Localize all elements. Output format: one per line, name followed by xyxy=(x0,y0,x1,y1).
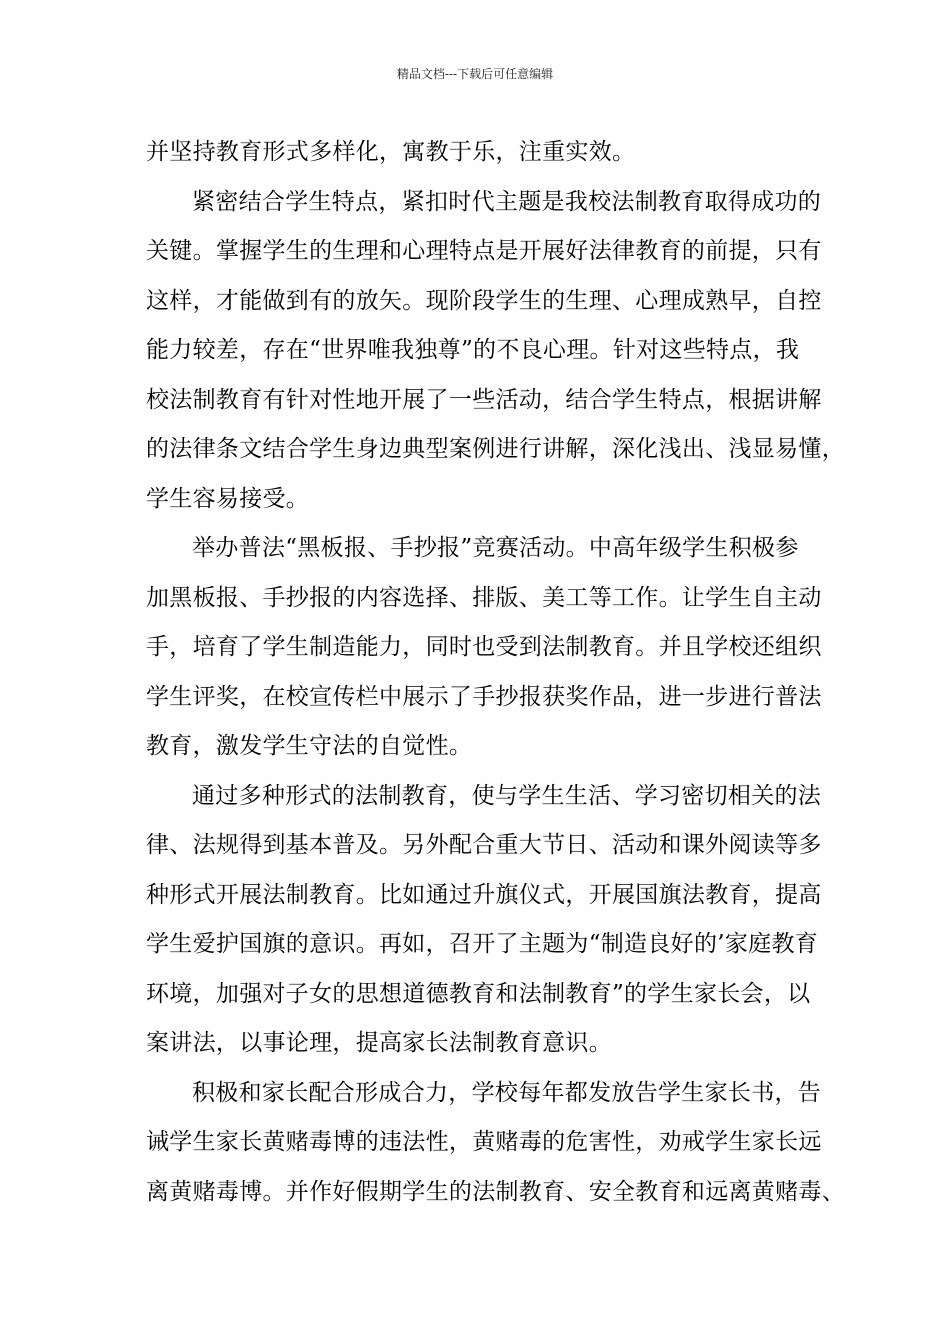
paragraph-1 xyxy=(146,128,826,178)
text-line: 这样，才能做到有的放矢。现阶段学生的生理、心理成熟早，自控 xyxy=(146,287,822,314)
text-line: 通过多种形式的法制教育，使与学生生活、学习密切相关的法 xyxy=(192,782,822,809)
text-line: 学生容易接受。 xyxy=(146,485,310,512)
text-line: 离黄赌毒博。并作好假期学生的法制教育、安全教育和远离黄赌毒、 xyxy=(146,1178,845,1205)
text-line: 积极和家长配合形成合力，学校每年都发放告学生家长书，告 xyxy=(192,1079,822,1106)
document-body xyxy=(146,128,845,1217)
text-line: 学生评奖，在校宣传栏中展示了手抄报获奖作品，进一步进行普法 xyxy=(146,683,822,710)
page-header: 精品文档---下载后可任意编辑 xyxy=(396,67,554,81)
text-line: 加黑板报、手抄报的内容选择、排版、美工等工作。让学生自主动 xyxy=(146,584,822,611)
text-line: 律、法规得到基本普及。另外配合重大节日、活动和课外阅读等多 xyxy=(146,832,822,858)
text-line: 案讲法，以事论理，提高家长法制教育意识。 xyxy=(146,1030,612,1056)
text-line: 学生爱护国旗的意识。再如，召开了主题为“制造良好的’家庭教育 xyxy=(146,931,819,957)
text-line: 并坚持教育形式多样化，寓教于乐，注重实效。 xyxy=(146,139,636,165)
text-line: 校法制教育有针对性地开展了一些活动，结合学生特点，根据讲解 xyxy=(146,386,822,413)
text-line: 举办普法“黑板报、手抄报”竞赛活动。中高年级学生积极参 xyxy=(192,535,799,561)
paragraph-4 xyxy=(146,772,826,1069)
text-line: 教育，激发学生守法的自觉性。 xyxy=(146,733,473,759)
paragraph-5 xyxy=(146,1069,845,1218)
text-line: 诫学生家长黄赌毒博的违法性，黄赌毒的危害性，劝戒学生家长远 xyxy=(146,1129,822,1155)
paragraph-3 xyxy=(146,524,826,772)
text-line: 关键。掌握学生的生理和心理特点是开展好法律教育的前提，只有 xyxy=(146,238,822,264)
text-line: 手，培育了学生制造能力，同时也受到法制教育。并且学校还组织 xyxy=(146,634,822,660)
paragraph-2 xyxy=(146,178,845,525)
text-line: 紧密结合学生特点，紧扣时代主题是我校法制教育取得成功的 xyxy=(192,188,822,215)
text-line: 种形式开展法制教育。比如通过升旗仪式，开展国旗法教育，提高 xyxy=(146,881,822,908)
text-line: 能力较差，存在“世界唯我独尊”的不良心理。针对这些特点，我 xyxy=(146,337,800,363)
text-line: 环境，加强对子女的思想道德教育和法制教育”的学生家长会，以 xyxy=(146,980,811,1007)
text-line: 的法律条文结合学生身边典型案例进行讲解，深化浅出、浅显易懂， xyxy=(146,436,845,462)
